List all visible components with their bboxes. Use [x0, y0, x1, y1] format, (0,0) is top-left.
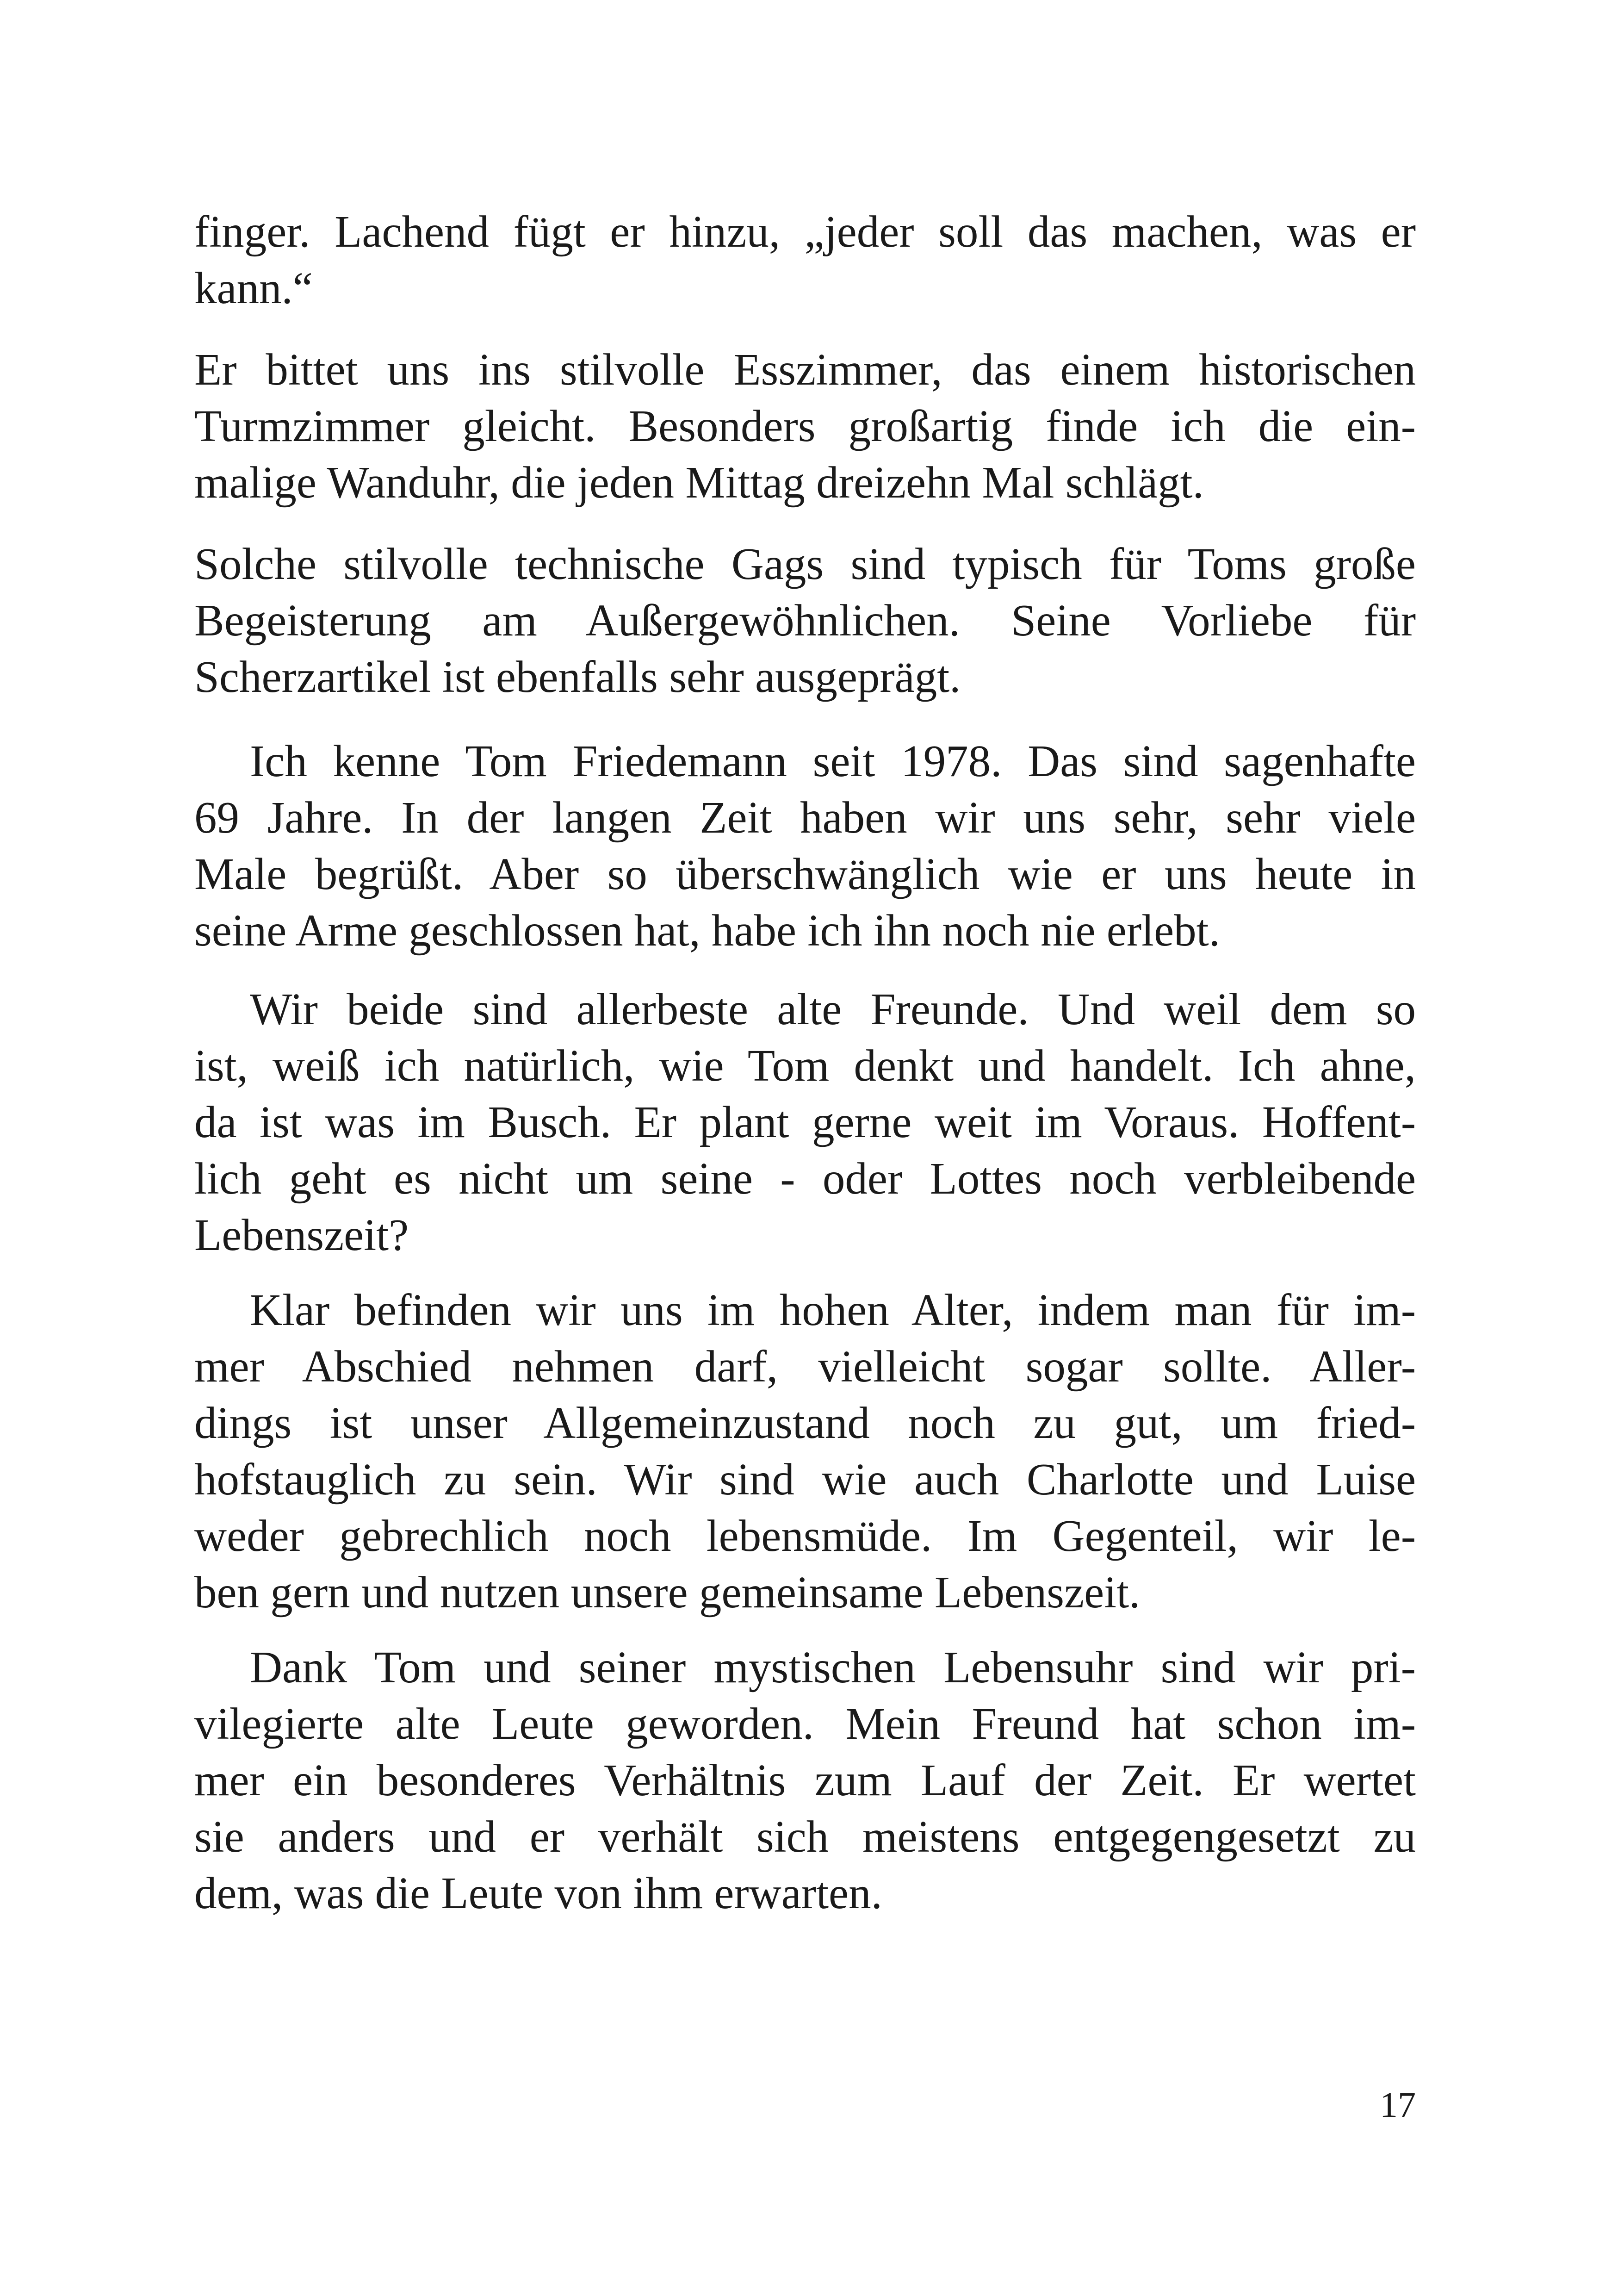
text-line: da ist was im Busch. Er plant gerne weit im Voraus. Hoffent- [194, 1097, 1416, 1147]
text-line: sie anders und er verhält sich meistens entgegengesetzt zu [194, 1812, 1416, 1861]
text-line: hofstauglich zu sein. Wir sind wie auch Charlotte und Luise [194, 1455, 1416, 1504]
text-line: mer Abschied nehmen darf, vielleicht sogar sollte. Aller- [194, 1342, 1416, 1391]
text-line: Scherzartikel ist ebenfalls sehr ausgeprägt. [194, 652, 961, 702]
paragraph-7 [194, 1639, 1416, 1922]
paragraph-6 [194, 1282, 1416, 1621]
paragraph-5 [194, 981, 1416, 1263]
text-line: seine Arme geschlossen hat, habe ich ihn noch nie erlebt. [194, 906, 1220, 955]
text-line: ben gern und nutzen unsere gemeinsame Lebenszeit. [194, 1568, 1141, 1617]
text-line: malige Wanduhr, die jeden Mittag dreizehn Mal schlägt. [194, 458, 1204, 507]
text-line: Er bittet uns ins stilvolle Esszimmer, das einem historischen [194, 345, 1416, 394]
text-line: Wir beide sind allerbeste alte Freunde. Und weil dem so [250, 984, 1416, 1034]
text-line: dings ist unser Allgemeinzustand noch zu gut, um fried- [194, 1398, 1416, 1448]
text-line: Dank Tom und seiner mystischen Lebensuhr sind wir pri- [250, 1643, 1416, 1692]
text-line: Begeisterung am Außergewöhnlichen. Seine Vorliebe für [194, 596, 1416, 645]
text-line: Turmzimmer gleicht. Besonders großartig finde ich die ein- [194, 401, 1416, 451]
text-line: Solche stilvolle technische Gags sind typisch für Toms große [194, 539, 1416, 589]
paragraph-2 [194, 342, 1416, 511]
text-line: Lebenszeit? [194, 1210, 409, 1260]
text-line: Male begrüßt. Aber so überschwänglich wie er uns heute in [194, 849, 1416, 899]
text-line: 69 Jahre. In der langen Zeit haben wir uns sehr, sehr viele [194, 793, 1416, 842]
text-line: vilegierte alte Leute geworden. Mein Freund hat schon im- [194, 1699, 1416, 1748]
text-line: dem, was die Leute von ihm erwarten. [194, 1868, 882, 1918]
text-line: mer ein besonderes Verhältnis zum Lauf der Zeit. Er wertet [194, 1755, 1416, 1805]
text-line: kann.“ [194, 263, 313, 313]
page-number: 17 [1380, 2084, 1416, 2125]
text-line: Ich kenne Tom Friedemann seit 1978. Das sind sagenhafte [250, 736, 1416, 786]
text-line: lich geht es nicht um seine - oder Lottes noch verbleibende [194, 1154, 1416, 1203]
text-line: ist, weiß ich natürlich, wie Tom denkt und handelt. Ich ahne, [194, 1041, 1416, 1090]
paragraph-3 [194, 536, 1416, 705]
paragraph-1 [194, 204, 1416, 317]
text-line: Klar befinden wir uns im hohen Alter, indem man für im- [250, 1285, 1416, 1335]
text-line: finger. Lachend fügt er hinzu, „jeder soll das machen, was er [194, 207, 1416, 256]
text-line: weder gebrechlich noch lebensmüde. Im Gegenteil, wir le- [194, 1511, 1416, 1561]
paragraph-4 [194, 733, 1416, 959]
